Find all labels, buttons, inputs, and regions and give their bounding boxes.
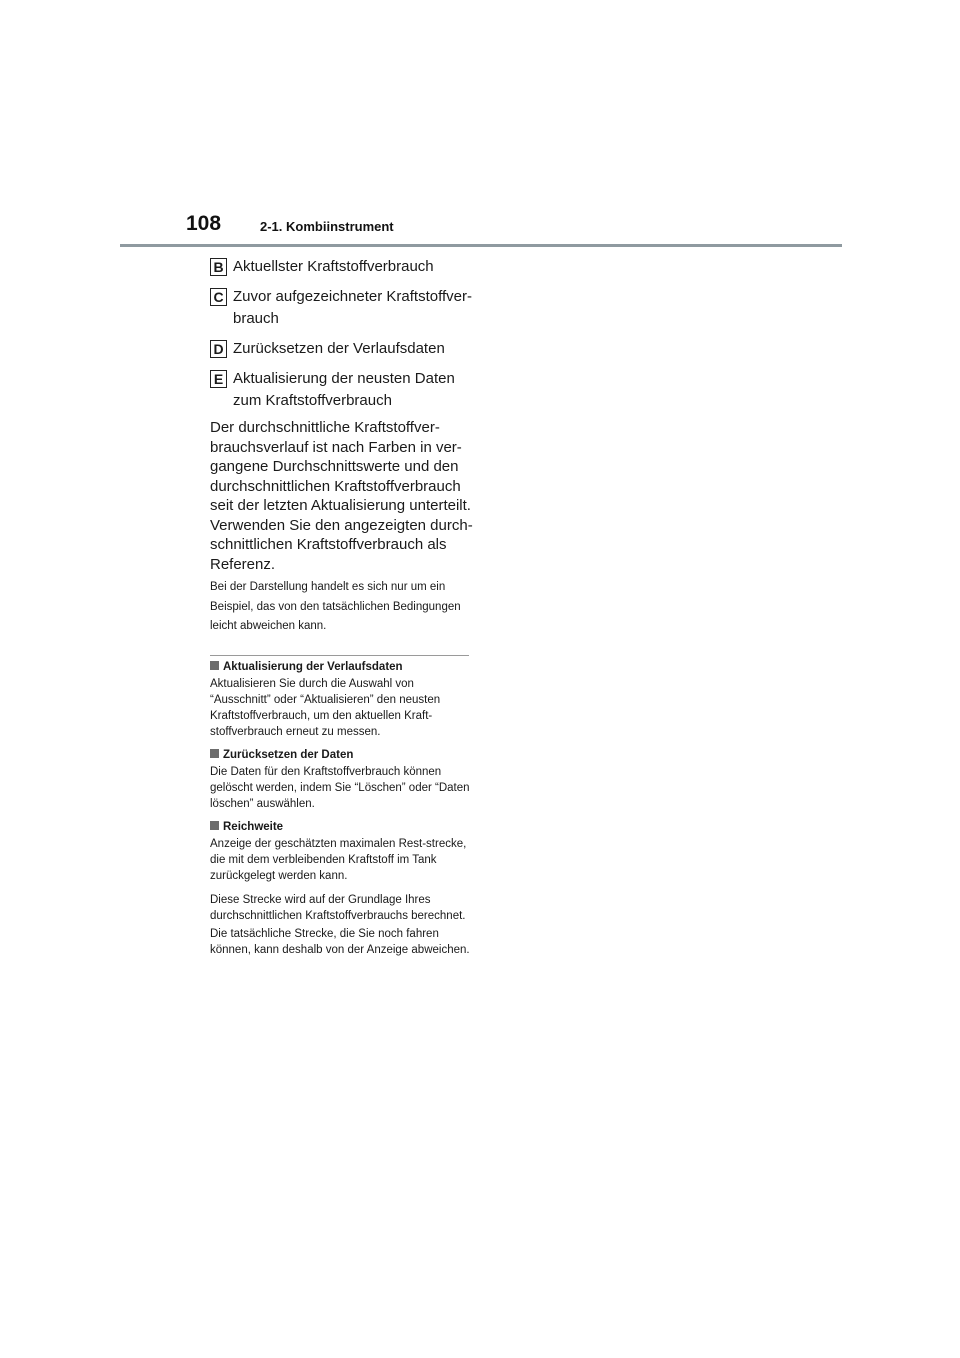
info-heading-text: Reichweite	[223, 821, 284, 833]
legend-item	[210, 368, 480, 412]
legend-text: Aktuellster Kraftstoffverbrauch	[233, 258, 434, 275]
square-bullet-icon	[210, 821, 219, 830]
section-divider	[210, 655, 469, 656]
illustration-note: Bei der Darstellung handelt es sich nur um ein Beispiel, das von den tatsächlichen Bedingungen leicht abweichen kann.	[210, 581, 461, 632]
legend-badge: E	[210, 370, 227, 388]
legend-item	[210, 338, 480, 360]
legend-text: Zurücksetzen der Verlaufsdaten	[233, 340, 445, 357]
intro-paragraph: Der durchschnittliche Kraftstoffver-brauchsverlauf ist nach Farben in ver-gangene Durchschnittswerte und den durchschnittlichen Kraftstoffverbrauch seit der letzten Aktualisierung unterteilt. Verwenden Sie den angezeigten durch-schnittlichen Kraftstoffverbrauch als Referenz.	[210, 419, 473, 573]
info-heading-text: Zurücksetzen der Daten	[223, 749, 354, 761]
legend-item	[210, 256, 480, 278]
info-heading-text: Aktualisierung der Verlaufsdaten	[223, 661, 403, 673]
info-paragraph: Die Daten für den Kraftstoffverbrauch können gelöscht werden, indem Sie “Löschen” oder “Daten löschen” auswählen.	[210, 766, 470, 810]
legend-badge: C	[210, 288, 227, 306]
legend-item	[210, 286, 480, 330]
legend-badge: D	[210, 340, 227, 358]
info-section-range	[210, 820, 472, 958]
square-bullet-icon	[210, 661, 219, 670]
info-heading	[210, 748, 472, 762]
info-paragraph: Die tatsächliche Strecke, die Sie noch fahren können, kann deshalb von der Anzeige abweichen.	[210, 928, 470, 956]
legend-badge: B	[210, 258, 227, 276]
header-rule	[120, 244, 842, 247]
info-heading	[210, 660, 472, 674]
page-number: 108	[186, 212, 222, 235]
info-paragraph: Anzeige der geschätzten maximalen Rest-strecke, die mit dem verbleibenden Kraftstoff im Tank zurückgelegt werden kann.	[210, 838, 467, 882]
legend-text: Zuvor aufgezeichneter Kraftstoffver-brauch	[233, 288, 473, 327]
square-bullet-icon	[210, 749, 219, 758]
legend-list	[210, 256, 480, 420]
info-paragraph: Aktualisieren Sie durch die Auswahl von “Ausschnitt” oder “Aktualisieren” den neusten Kraftstoffverbrauch, um den aktuellen Kraft-stoffverbrauch erneut zu messen.	[210, 678, 441, 738]
info-paragraph: Diese Strecke wird auf der Grundlage Ihres durchschnittlichen Kraftstoffverbrauchs berechnet.	[210, 894, 466, 922]
info-heading	[210, 820, 472, 834]
section-title: 2-1. Kombiinstrument	[260, 219, 394, 234]
info-section-update	[210, 660, 472, 740]
info-section-reset	[210, 748, 472, 812]
legend-text: Aktualisierung der neusten Daten zum Kraftstoffverbrauch	[233, 370, 455, 409]
info-sections	[210, 660, 472, 966]
